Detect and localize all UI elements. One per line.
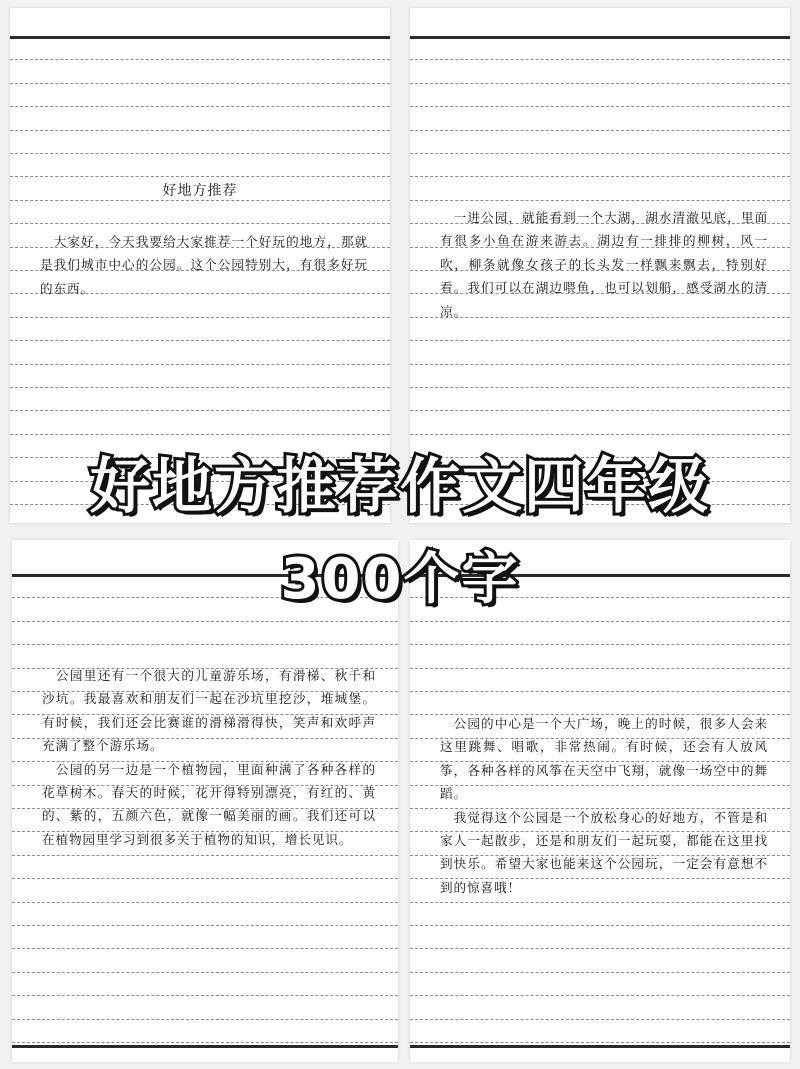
page-4-text: 公园的中心是一个大广场，晚上的时候，很多人会来这里跳舞、唱歌，非常热闹。有时候，还会有人放风筝，各种各样的风筝在天空中飞翔，就像一场空中的舞蹈。 我觉得这个公园是一个放松身心的好地方，不管是和家人一起散步，还是和朋友们一起玩耍，都能在这里找到快乐。希望大家也能来这个公园玩，一定会有意想不到的惊喜哦！: [440, 716, 768, 895]
ruled-line: [12, 1042, 398, 1043]
ruled-line: [10, 130, 390, 131]
ruled-line: [10, 153, 390, 154]
ruled-line: [410, 621, 790, 622]
ruled-line: [12, 902, 398, 903]
ruled-line: [10, 410, 390, 411]
ruled-line: [12, 925, 398, 926]
ruled-line: [10, 223, 390, 224]
ruled-line: [12, 1019, 398, 1020]
ruled-line: [12, 644, 398, 645]
ruled-line-bottom: [12, 1045, 398, 1048]
ruled-line: [410, 972, 790, 973]
ruled-line: [10, 364, 390, 365]
ruled-line: [10, 176, 390, 177]
notebook-page-3: [12, 540, 398, 1062]
ruled-line: [12, 995, 398, 996]
page-3-text: 公园里还有一个很大的儿童游乐场，有滑梯、秋千和沙坑。我最喜欢和朋友们一起在沙坑里挖沙，堆城堡。有时候，我们还会比赛谁的滑梯滑得快，笑声和欢呼声充满了整个游乐场。 公园的另一边是一个植物园，里面种满了各种各样的花草树木。春天的时候，花开得特别漂亮，有红的、黄的、紫的，五颜六色，就像一幅美丽的画。我们还可以在植物园里学习到很多关于植物的知识，增长见识。: [42, 668, 376, 847]
page-1-text: 大家好，今天我要给大家推荐一个好玩的地方，那就是我们城市中心的公园。这个公园特别大，有很多好玩的东西。: [40, 234, 368, 296]
ruled-line: [410, 925, 790, 926]
ruled-line: [12, 621, 398, 622]
ruled-line: [10, 434, 390, 435]
ruled-line: [410, 387, 790, 388]
ruled-line: [410, 902, 790, 903]
ruled-line: [10, 36, 390, 39]
notebook-page-1: [10, 8, 390, 523]
ruled-line: [410, 948, 790, 949]
ruled-line: [410, 668, 790, 669]
ruled-line: [410, 130, 790, 131]
ruled-line: [410, 36, 790, 39]
ruled-line: [12, 878, 398, 879]
ruled-line: [410, 153, 790, 154]
ruled-line: [12, 855, 398, 856]
ruled-line: [10, 387, 390, 388]
page-2-text: 一进公园，就能看到一个大湖，湖水清澈见底，里面有很多小鱼在游来游去。湖边有一排排的柳树，风一吹，柳条就像女孩子的长头发一样飘来飘去，特别好看。我们可以在湖边喂鱼，也可以划船，感受湖水的清凉。: [440, 210, 768, 319]
ruled-line: [410, 200, 790, 201]
ruled-line: [12, 948, 398, 949]
ruled-line: [12, 972, 398, 973]
ruled-line: [410, 644, 790, 645]
ruled-line: [410, 83, 790, 84]
ruled-line: [410, 176, 790, 177]
ruled-line: [410, 1042, 790, 1043]
ruled-line: [410, 691, 790, 692]
ruled-line: [10, 83, 390, 84]
ruled-line: [410, 364, 790, 365]
ruled-line: [10, 340, 390, 341]
ruled-line: [410, 434, 790, 435]
notebook-page-2: [410, 8, 790, 523]
ruled-line: [410, 410, 790, 411]
overlay-title-line-2: 300个字: [280, 547, 520, 612]
overlay-title-line-1: 好地方推荐作文四年级: [90, 452, 710, 522]
ruled-line: [410, 995, 790, 996]
notebook-page-4: [410, 540, 790, 1062]
ruled-line: [410, 59, 790, 60]
ruled-line-bottom: [410, 1045, 790, 1048]
ruled-line: [410, 340, 790, 341]
essay-heading: 好地方推荐: [162, 183, 238, 199]
ruled-line: [410, 106, 790, 107]
ruled-line: [10, 59, 390, 60]
ruled-line: [10, 106, 390, 107]
ruled-line: [410, 1019, 790, 1020]
ruled-line: [10, 317, 390, 318]
